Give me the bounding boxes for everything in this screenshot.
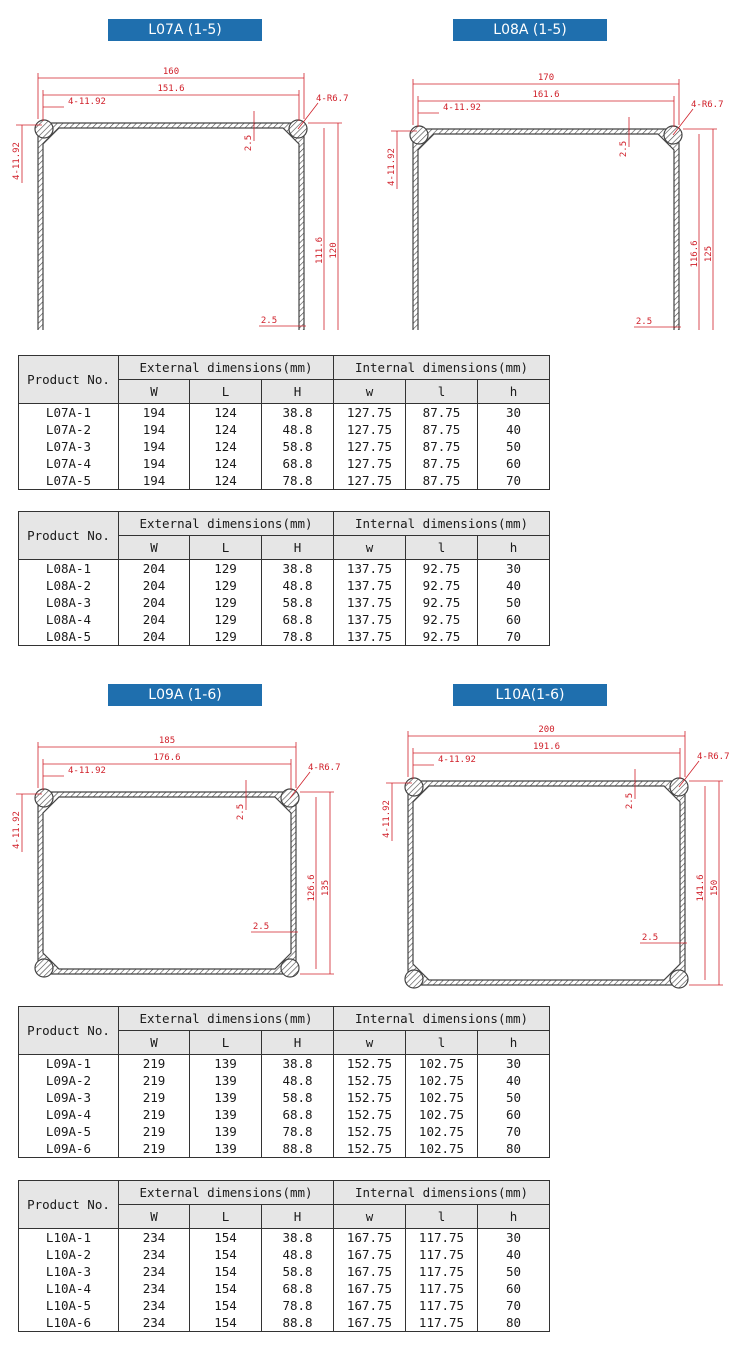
- table-cell: 124: [190, 421, 262, 438]
- column-header-l: l: [406, 380, 478, 404]
- table-cell: 30: [478, 1055, 550, 1073]
- table-cell: 124: [190, 404, 262, 422]
- table-cell: 58.8: [262, 1263, 334, 1280]
- table-cell: 92.75: [406, 611, 478, 628]
- table-row: [19, 1246, 550, 1263]
- table-cell: 87.75: [406, 421, 478, 438]
- table-cell: 38.8: [262, 560, 334, 578]
- column-header-l: l: [406, 1031, 478, 1055]
- table-cell: 234: [119, 1246, 190, 1263]
- table-cell: 87.75: [406, 438, 478, 455]
- table-cell: 80: [478, 1314, 550, 1332]
- profile-wall: [38, 792, 296, 974]
- dimension-label: 176.6: [153, 753, 181, 763]
- table-cell: 58.8: [262, 438, 334, 455]
- external-dimensions-header: External dimensions(mm): [119, 1181, 334, 1205]
- table-cell: 234: [119, 1229, 190, 1247]
- table-cell: 80: [478, 1140, 550, 1158]
- dimension-line: [673, 109, 693, 135]
- dimension-label: 4-R6.7: [308, 763, 341, 773]
- table-cell: 129: [190, 611, 262, 628]
- internal-dimensions-header: Internal dimensions(mm): [334, 356, 550, 380]
- table-cell: 154: [190, 1314, 262, 1332]
- corner-boss: [35, 789, 53, 807]
- table-cell: 30: [478, 404, 550, 422]
- table-cell: 102.75: [406, 1140, 478, 1158]
- internal-dimensions-header: Internal dimensions(mm): [334, 1181, 550, 1205]
- table-cell: 127.75: [334, 404, 406, 422]
- dimension-label: 4-R6.7: [691, 100, 724, 110]
- dimension-label: 4-11.92: [12, 142, 22, 180]
- table-cell: L10A-3: [19, 1263, 119, 1280]
- dimension-label: 2.5: [236, 803, 246, 821]
- table-cell: 58.8: [262, 1089, 334, 1106]
- table-row: [19, 438, 550, 455]
- dimension-label: 185: [158, 736, 176, 746]
- table-cell: 117.75: [406, 1246, 478, 1263]
- dimension-label: 4-R6.7: [316, 94, 349, 104]
- table-cell: 68.8: [262, 1106, 334, 1123]
- dimension-label: 151.6: [157, 84, 185, 94]
- header-row: [19, 356, 550, 380]
- table-cell: 219: [119, 1072, 190, 1089]
- table-cell: 129: [190, 594, 262, 611]
- profile-wall: [38, 123, 304, 330]
- table-cell: 152.75: [334, 1072, 406, 1089]
- corner-boss: [35, 959, 53, 977]
- table-cell: 127.75: [334, 438, 406, 455]
- table-cell: 30: [478, 1229, 550, 1247]
- table-cell: 40: [478, 577, 550, 594]
- table-cell: 204: [119, 611, 190, 628]
- table-cell: L07A-1: [19, 404, 119, 422]
- table-cell: L09A-1: [19, 1055, 119, 1073]
- table-cell: 92.75: [406, 628, 478, 646]
- table-cell: 139: [190, 1140, 262, 1158]
- dimension-label: 191.6: [532, 742, 561, 752]
- table-cell: L09A-3: [19, 1089, 119, 1106]
- table-cell: 92.75: [406, 560, 478, 578]
- table-cell: 194: [119, 455, 190, 472]
- badge-l10a: L10A(1-6): [453, 684, 607, 706]
- table-row: [19, 611, 550, 628]
- table-cell: 78.8: [262, 1297, 334, 1314]
- column-header-h: h: [478, 536, 550, 560]
- dimension-label: 2.5: [625, 792, 635, 810]
- profile-wall: [413, 129, 679, 330]
- dimension-line: [298, 103, 318, 129]
- dimension-label: 126.6: [307, 874, 317, 902]
- table-cell: 127.75: [334, 421, 406, 438]
- table-cell: 40: [478, 421, 550, 438]
- table-row: [19, 1106, 550, 1123]
- table-cell: 68.8: [262, 1280, 334, 1297]
- table-row: [19, 1089, 550, 1106]
- table-cell: 92.75: [406, 577, 478, 594]
- dimension-label: 160: [162, 67, 180, 77]
- table-cell: 87.75: [406, 472, 478, 490]
- internal-dimensions-header: Internal dimensions(mm): [334, 512, 550, 536]
- table-cell: 154: [190, 1246, 262, 1263]
- table-cell: 102.75: [406, 1089, 478, 1106]
- table-row: [19, 404, 550, 422]
- table-cell: 58.8: [262, 594, 334, 611]
- table-cell: 167.75: [334, 1280, 406, 1297]
- table-row: [19, 421, 550, 438]
- table-cell: 48.8: [262, 1072, 334, 1089]
- dimension-label: 2.5: [641, 933, 659, 943]
- table-row: [19, 472, 550, 490]
- column-header-H: H: [262, 536, 334, 560]
- column-header-h: h: [478, 380, 550, 404]
- table-cell: 117.75: [406, 1229, 478, 1247]
- corner-boss: [410, 126, 428, 144]
- table-cell: 60: [478, 1106, 550, 1123]
- column-header-H: H: [262, 380, 334, 404]
- table-cell: 38.8: [262, 1055, 334, 1073]
- table-cell: 152.75: [334, 1106, 406, 1123]
- product-no-header: Product No.: [19, 512, 119, 560]
- table-cell: 124: [190, 472, 262, 490]
- table-cell: 194: [119, 472, 190, 490]
- table-cell: 167.75: [334, 1229, 406, 1247]
- table-cell: 234: [119, 1314, 190, 1332]
- table-cell: L10A-4: [19, 1280, 119, 1297]
- product-no-header: Product No.: [19, 356, 119, 404]
- table-cell: L08A-1: [19, 560, 119, 578]
- table-cell: L07A-4: [19, 455, 119, 472]
- column-header-l: l: [406, 536, 478, 560]
- dimension-label: 4-11.92: [387, 148, 397, 186]
- table-cell: L10A-1: [19, 1229, 119, 1247]
- dimension-label: 125: [704, 245, 714, 263]
- corner-boss: [405, 970, 423, 988]
- table-cell: L08A-2: [19, 577, 119, 594]
- table-cell: 88.8: [262, 1140, 334, 1158]
- dimension-label: 4-11.92: [382, 800, 392, 838]
- table-cell: 204: [119, 594, 190, 611]
- column-header-l: l: [406, 1205, 478, 1229]
- table-cell: 48.8: [262, 421, 334, 438]
- table-row: [19, 1055, 550, 1073]
- table-row: [19, 1263, 550, 1280]
- dimension-label: 4-11.92: [68, 766, 106, 776]
- table-cell: 152.75: [334, 1123, 406, 1140]
- table-cell: L08A-3: [19, 594, 119, 611]
- dimension-label: 4-11.92: [443, 103, 481, 113]
- table-cell: 154: [190, 1229, 262, 1247]
- table-cell: 92.75: [406, 594, 478, 611]
- table-cell: 139: [190, 1055, 262, 1073]
- dimension-label: 135: [321, 879, 331, 897]
- table-cell: L09A-2: [19, 1072, 119, 1089]
- table-cell: 60: [478, 455, 550, 472]
- table-cell: 50: [478, 594, 550, 611]
- dimension-label: 120: [329, 242, 339, 259]
- table-cell: 219: [119, 1106, 190, 1123]
- table-cell: 129: [190, 577, 262, 594]
- table-cell: 117.75: [406, 1263, 478, 1280]
- table-cell: 87.75: [406, 455, 478, 472]
- dimension-line: [290, 772, 310, 798]
- table-row: [19, 628, 550, 646]
- table-cell: 117.75: [406, 1280, 478, 1297]
- corner-boss: [405, 778, 423, 796]
- column-header-W: W: [119, 1205, 190, 1229]
- table-cell: 102.75: [406, 1123, 478, 1140]
- product-no-header: Product No.: [19, 1181, 119, 1229]
- table-cell: L09A-4: [19, 1106, 119, 1123]
- table-row: [19, 560, 550, 578]
- spec-table-l08a: [18, 511, 550, 646]
- table-cell: 50: [478, 1263, 550, 1280]
- table-cell: 124: [190, 455, 262, 472]
- internal-dimensions-header: Internal dimensions(mm): [334, 1007, 550, 1031]
- table-cell: L07A-5: [19, 472, 119, 490]
- table-cell: 139: [190, 1089, 262, 1106]
- table-cell: 70: [478, 628, 550, 646]
- table-cell: L10A-6: [19, 1314, 119, 1332]
- header-row: [19, 1007, 550, 1031]
- table-cell: 102.75: [406, 1106, 478, 1123]
- column-header-w: w: [334, 380, 406, 404]
- table-cell: 139: [190, 1106, 262, 1123]
- corner-boss: [281, 959, 299, 977]
- table-cell: 48.8: [262, 577, 334, 594]
- table-row: [19, 1314, 550, 1332]
- spec-table-l07a: [18, 355, 550, 490]
- table-cell: 137.75: [334, 560, 406, 578]
- table-row: [19, 577, 550, 594]
- table-cell: 219: [119, 1089, 190, 1106]
- table-cell: 152.75: [334, 1055, 406, 1073]
- table-cell: 152.75: [334, 1140, 406, 1158]
- column-header-w: w: [334, 1031, 406, 1055]
- table-row: [19, 1229, 550, 1247]
- table-cell: L09A-5: [19, 1123, 119, 1140]
- column-header-h: h: [478, 1031, 550, 1055]
- profile-drawing-l08a: [375, 50, 750, 330]
- dimension-label: 116.6: [690, 240, 700, 268]
- table-cell: L07A-2: [19, 421, 119, 438]
- spec-table-l10a: [18, 1180, 550, 1332]
- table-cell: 129: [190, 560, 262, 578]
- dimension-label: 4-11.92: [12, 811, 22, 849]
- column-header-w: w: [334, 1205, 406, 1229]
- table-cell: 194: [119, 421, 190, 438]
- table-cell: 38.8: [262, 404, 334, 422]
- table-cell: 219: [119, 1123, 190, 1140]
- column-header-L: L: [190, 380, 262, 404]
- table-cell: L08A-5: [19, 628, 119, 646]
- table-cell: 127.75: [334, 455, 406, 472]
- table-cell: 167.75: [334, 1297, 406, 1314]
- table-cell: 167.75: [334, 1314, 406, 1332]
- dimension-label: 2.5: [260, 316, 278, 326]
- table-cell: 234: [119, 1297, 190, 1314]
- table-cell: 50: [478, 1089, 550, 1106]
- header-row: [19, 512, 550, 536]
- table-cell: 117.75: [406, 1314, 478, 1332]
- table-cell: 117.75: [406, 1297, 478, 1314]
- column-header-H: H: [262, 1205, 334, 1229]
- column-header-w: w: [334, 536, 406, 560]
- table-cell: 102.75: [406, 1055, 478, 1073]
- table-cell: 234: [119, 1280, 190, 1297]
- table-cell: 88.8: [262, 1314, 334, 1332]
- badge-l08a: L08A (1-5): [453, 19, 607, 41]
- dimension-label: 4-11.92: [68, 97, 106, 107]
- table-cell: 137.75: [334, 611, 406, 628]
- table-row: [19, 455, 550, 472]
- table-cell: L07A-3: [19, 438, 119, 455]
- table-cell: L09A-6: [19, 1140, 119, 1158]
- column-header-H: H: [262, 1031, 334, 1055]
- column-header-L: L: [190, 1205, 262, 1229]
- table-cell: 154: [190, 1280, 262, 1297]
- header-row: [19, 1181, 550, 1205]
- dimension-label: 141.6: [696, 874, 706, 902]
- dimension-label: 170: [537, 73, 555, 83]
- table-cell: 137.75: [334, 628, 406, 646]
- table-cell: 204: [119, 577, 190, 594]
- table-cell: 167.75: [334, 1246, 406, 1263]
- table-cell: 137.75: [334, 577, 406, 594]
- table-cell: L08A-4: [19, 611, 119, 628]
- column-header-L: L: [190, 1031, 262, 1055]
- table-cell: 234: [119, 1263, 190, 1280]
- table-row: [19, 1072, 550, 1089]
- table-row: [19, 1280, 550, 1297]
- table-cell: 219: [119, 1140, 190, 1158]
- table-cell: 194: [119, 438, 190, 455]
- dimension-label: 200: [538, 725, 555, 735]
- badge-l09a: L09A (1-6): [108, 684, 262, 706]
- profile-wall: [408, 781, 685, 985]
- dimension-label: 4-11.92: [438, 755, 476, 765]
- table-cell: 60: [478, 1280, 550, 1297]
- table-cell: 70: [478, 1123, 550, 1140]
- table-cell: 78.8: [262, 628, 334, 646]
- dimension-label: 2.5: [635, 317, 653, 327]
- product-no-header: Product No.: [19, 1007, 119, 1055]
- table-cell: 78.8: [262, 1123, 334, 1140]
- table-cell: 38.8: [262, 1229, 334, 1247]
- dimension-label: 2.5: [619, 140, 629, 158]
- dimension-label: 111.6: [315, 236, 325, 265]
- dimension-label: 4-R6.7: [697, 752, 730, 762]
- table-cell: 78.8: [262, 472, 334, 490]
- table-cell: 129: [190, 628, 262, 646]
- table-row: [19, 1297, 550, 1314]
- table-cell: L10A-2: [19, 1246, 119, 1263]
- table-cell: 50: [478, 438, 550, 455]
- table-cell: 124: [190, 438, 262, 455]
- dimension-line: [679, 761, 699, 787]
- table-cell: 194: [119, 404, 190, 422]
- table-cell: 139: [190, 1123, 262, 1140]
- table-cell: 30: [478, 560, 550, 578]
- table-cell: 60: [478, 611, 550, 628]
- external-dimensions-header: External dimensions(mm): [119, 356, 334, 380]
- profile-drawing-l09a: [0, 720, 375, 990]
- table-cell: 152.75: [334, 1089, 406, 1106]
- column-header-W: W: [119, 380, 190, 404]
- table-cell: 204: [119, 628, 190, 646]
- table-cell: 204: [119, 560, 190, 578]
- dimension-label: 161.6: [532, 90, 560, 100]
- table-cell: 137.75: [334, 594, 406, 611]
- table-cell: 40: [478, 1246, 550, 1263]
- column-header-L: L: [190, 536, 262, 560]
- corner-boss: [35, 120, 53, 138]
- table-cell: 154: [190, 1297, 262, 1314]
- badge-l07a: L07A (1-5): [108, 19, 262, 41]
- table-cell: 154: [190, 1263, 262, 1280]
- table-row: [19, 594, 550, 611]
- column-header-h: h: [478, 1205, 550, 1229]
- profile-drawing-l10a: [375, 720, 750, 995]
- table-row: [19, 1123, 550, 1140]
- profile-drawing-l07a: [0, 50, 375, 330]
- table-cell: 70: [478, 1297, 550, 1314]
- table-cell: 102.75: [406, 1072, 478, 1089]
- corner-boss: [670, 970, 688, 988]
- table-cell: 167.75: [334, 1263, 406, 1280]
- dimension-label: 2.5: [252, 922, 270, 932]
- external-dimensions-header: External dimensions(mm): [119, 1007, 334, 1031]
- dimension-label: 150: [710, 879, 720, 897]
- column-header-W: W: [119, 1031, 190, 1055]
- table-cell: L10A-5: [19, 1297, 119, 1314]
- table-cell: 70: [478, 472, 550, 490]
- table-cell: 219: [119, 1055, 190, 1073]
- table-cell: 48.8: [262, 1246, 334, 1263]
- column-header-W: W: [119, 536, 190, 560]
- table-cell: 139: [190, 1072, 262, 1089]
- external-dimensions-header: External dimensions(mm): [119, 512, 334, 536]
- table-cell: 40: [478, 1072, 550, 1089]
- spec-table-l09a: [18, 1006, 550, 1158]
- table-cell: 87.75: [406, 404, 478, 422]
- table-cell: 127.75: [334, 472, 406, 490]
- table-row: [19, 1140, 550, 1158]
- table-cell: 68.8: [262, 455, 334, 472]
- table-cell: 68.8: [262, 611, 334, 628]
- dimension-label: 2.5: [244, 134, 254, 152]
